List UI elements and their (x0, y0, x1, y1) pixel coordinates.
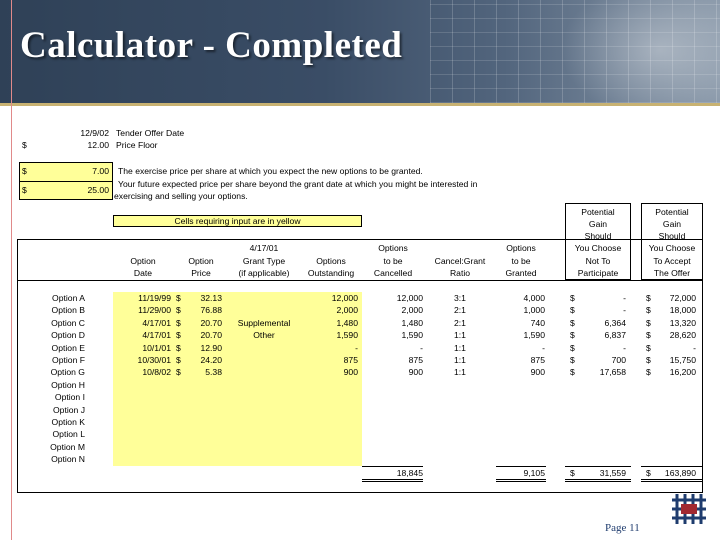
cell-np: 6,837 (604, 330, 626, 341)
cell-acc: 72,000 (669, 293, 696, 303)
cell-np_cur: $ (570, 330, 575, 341)
cell-ratio: 3:1 (454, 293, 466, 303)
header-accept: You Choose (648, 243, 696, 254)
cell-np: - (623, 342, 626, 353)
cell-price[interactable]: 20.70 (200, 330, 222, 341)
cell-outstanding[interactable]: 875 (343, 355, 358, 365)
cell-granted: 900 (530, 367, 545, 378)
row-label: Option N (51, 454, 85, 465)
company-logo-icon (668, 488, 710, 530)
cell-granted: 1,590 (523, 330, 545, 341)
cell-price[interactable]: 24.20 (200, 355, 222, 365)
future-price-input[interactable]: 25.00 (87, 185, 109, 195)
row-label: Option K (51, 417, 85, 427)
row-label: Option J (52, 404, 85, 415)
header-date: Date (133, 268, 153, 278)
cell-granted: 1,000 (523, 305, 545, 316)
cell-np: - (623, 305, 626, 316)
header-granted: to be (511, 255, 531, 266)
cell-granted: - (542, 342, 545, 353)
cell-outstanding[interactable]: 900 (343, 367, 358, 378)
cell-date[interactable]: 4/17/01 (142, 317, 171, 328)
cell-date[interactable]: 11/29/00 (138, 305, 171, 316)
row-label: Option C (51, 317, 85, 328)
banner-rule (0, 103, 720, 106)
header-outstanding: Options (316, 255, 346, 266)
cell-acc_cur: $ (646, 330, 651, 341)
header-notparticipate: Participate (577, 268, 619, 278)
cell-acc: 16,200 (669, 367, 696, 378)
future-price-label-1: Your future expected price per share beyond the grant date at which you might be interested in (118, 179, 478, 189)
margin-rule (11, 0, 12, 540)
header-accept: Should (658, 231, 686, 242)
cell-granted: 875 (530, 355, 545, 365)
cell-cancelled: 12,000 (396, 293, 423, 303)
cell-outstanding[interactable]: 12,000 (331, 293, 358, 303)
cell-granted: 740 (530, 317, 545, 328)
cell-cancelled: 2,000 (401, 305, 423, 316)
cell-cur[interactable]: $ (176, 330, 181, 341)
header-notparticipate: Should (584, 231, 612, 242)
row-label: Option E (51, 342, 85, 353)
header-notparticipate: You Choose (574, 243, 622, 254)
cell-cur[interactable]: $ (176, 342, 181, 353)
cell-cancelled: 1,590 (401, 330, 423, 341)
exercise-currency: $ (22, 166, 27, 176)
row-label: Option I (54, 392, 85, 403)
total-cancelled: 18,845 (396, 468, 423, 478)
header-ratio: Cancel:Grant (434, 255, 486, 266)
header-cancelled: Options (378, 243, 408, 254)
cell-price[interactable]: 12.90 (200, 342, 222, 353)
cell-acc: 15,750 (669, 355, 696, 365)
header-accept: Gain (662, 218, 682, 229)
cell-price[interactable]: 32.13 (200, 293, 222, 303)
cell-outstanding[interactable]: 2,000 (336, 305, 358, 316)
cell-np_cur: $ (570, 367, 575, 378)
header-notparticipate: Gain (588, 218, 608, 229)
cell-np_cur: $ (570, 342, 575, 353)
cell-cur[interactable]: $ (176, 367, 181, 378)
header-cancelled: to be (383, 255, 403, 266)
cell-np: 6,364 (604, 317, 626, 328)
cell-acc: 28,620 (669, 330, 696, 341)
page-number: Page 11 (605, 522, 640, 534)
header-accept: To Accept (653, 255, 691, 266)
cell-grant[interactable]: Other (253, 330, 275, 341)
cell-cur[interactable]: $ (176, 293, 181, 303)
cell-acc_cur: $ (646, 317, 651, 328)
cell-date[interactable]: 4/17/01 (142, 330, 171, 341)
header-cancelled: Cancelled (373, 268, 413, 278)
header-notparticipate: Not To (585, 255, 611, 266)
cell-cancelled: - (420, 342, 423, 353)
header-granted: Options (506, 243, 536, 254)
cell-acc_cur: $ (646, 355, 651, 365)
cell-grant[interactable]: Supplemental (237, 317, 291, 328)
cell-cancelled: 875 (408, 355, 423, 365)
cell-price[interactable]: 20.70 (200, 317, 222, 328)
cell-np_cur: $ (570, 293, 575, 303)
price-floor-currency: $ (22, 140, 27, 150)
header-grant: Grant Type (242, 255, 286, 266)
cell-date[interactable]: 11/19/99 (138, 293, 171, 303)
cell-np_cur: $ (570, 305, 575, 316)
header-date: Option (130, 255, 156, 266)
row-label: Option B (51, 305, 85, 316)
header-grant: 4/17/01 (249, 243, 279, 254)
cell-cur[interactable]: $ (176, 317, 181, 328)
cell-np: 700 (611, 355, 626, 365)
cell-ratio: 1:1 (454, 355, 466, 365)
header-ratio: Ratio (449, 268, 471, 278)
price-floor-label: Price Floor (116, 140, 158, 150)
cell-cancelled: 1,480 (401, 317, 423, 328)
cell-date[interactable]: 10/1/01 (142, 342, 171, 353)
cell-outstanding[interactable]: 1,480 (336, 317, 358, 328)
exercise-price-input[interactable]: 7.00 (92, 166, 109, 176)
exercise-price-label: The exercise price per share at which you expect the new options to be granted. (118, 166, 423, 176)
header-notparticipate: Potential (581, 206, 615, 217)
header-accept: The Offer (653, 268, 691, 278)
cell-ratio: 1:1 (454, 342, 466, 353)
row-label: Option L (52, 429, 85, 440)
cell-date[interactable]: 10/30/01 (137, 355, 171, 365)
tender-date-value: 12/9/02 (80, 128, 109, 138)
header-price: Option (188, 255, 214, 266)
cell-acc_cur: $ (646, 367, 651, 378)
total-np: 31,559 (599, 468, 626, 478)
input-legend: Cells requiring input are in yellow (113, 215, 362, 227)
row-label: Option G (50, 367, 85, 378)
cell-ratio: 1:1 (454, 367, 466, 378)
cell-ratio: 2:1 (454, 317, 466, 328)
cell-cur[interactable]: $ (176, 305, 181, 316)
cell-np: 17,658 (599, 367, 626, 378)
cell-cancelled: 900 (408, 367, 423, 378)
row-label: Option F (52, 355, 85, 365)
cell-acc_cur: $ (646, 293, 651, 303)
cell-cur[interactable]: $ (176, 355, 181, 365)
total-granted: 9,105 (523, 468, 545, 478)
cell-ratio: 2:1 (454, 305, 466, 316)
tender-date-label: Tender Offer Date (116, 128, 185, 138)
cell-np_cur: $ (570, 355, 575, 365)
row-label: Option H (51, 379, 85, 390)
cell-outstanding[interactable]: - (355, 342, 358, 353)
cell-acc: - (693, 342, 696, 353)
page-title: Calculator - Completed (20, 25, 403, 66)
cell-acc_cur: $ (646, 342, 651, 353)
cell-outstanding[interactable]: 1,590 (336, 330, 358, 341)
header-granted: Granted (505, 268, 537, 278)
cell-acc: 13,320 (669, 317, 696, 328)
price-floor-value: 12.00 (87, 140, 109, 150)
cell-acc: 18,000 (669, 305, 696, 316)
header-outstanding: Outstanding (307, 268, 355, 278)
future-price-label-2: exercising and selling your options. (114, 191, 248, 201)
total-np_cur: $ (570, 468, 575, 478)
total-acc: 163,890 (664, 468, 696, 478)
cell-price[interactable]: 76.88 (200, 305, 222, 316)
header-price: Price (191, 268, 211, 278)
row-label: Option M (50, 441, 85, 452)
row-label: Option A (52, 293, 85, 303)
total-acc_cur: $ (646, 468, 651, 478)
cell-date[interactable]: 10/8/02 (142, 367, 171, 378)
cell-np: - (623, 293, 626, 303)
row-label: Option D (51, 330, 85, 341)
cell-acc_cur: $ (646, 305, 651, 316)
cell-ratio: 1:1 (454, 330, 466, 341)
title-banner (0, 0, 720, 103)
future-currency: $ (22, 185, 27, 195)
cell-price[interactable]: 5.38 (205, 367, 222, 378)
header-grant: (if applicable) (238, 268, 290, 278)
cell-granted: 4,000 (523, 293, 545, 303)
cell-np_cur: $ (570, 317, 575, 328)
header-accept: Potential (655, 206, 689, 217)
